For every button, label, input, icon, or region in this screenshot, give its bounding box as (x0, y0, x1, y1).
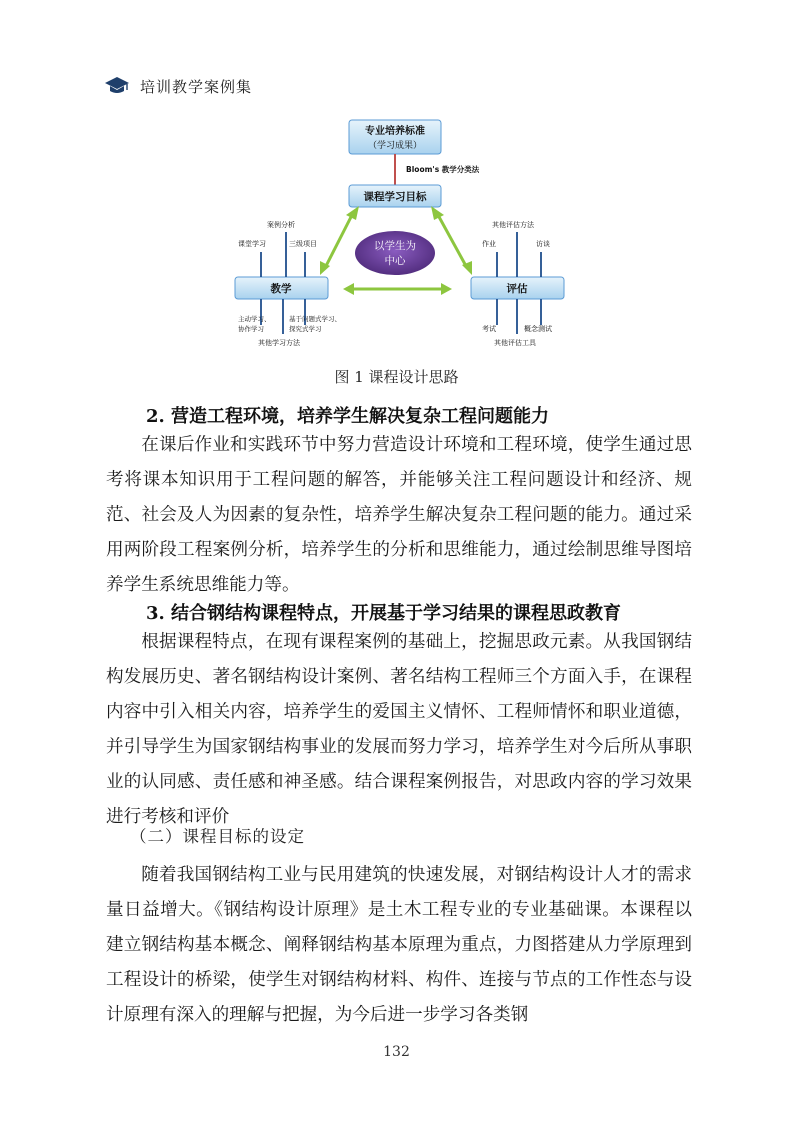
bloom-label: Bloom's 教学分类法 (406, 165, 480, 174)
box-standard-line1: 专业培养标准 (365, 126, 425, 137)
section-heading-2: 2. 营造工程环境，培养学生解决复杂工程问题能力 (146, 406, 550, 427)
center-line1: 以学生为 (374, 240, 416, 252)
box-evaluation-label: 评估 (506, 283, 528, 295)
paragraph-2: 在课后作业和实践环节中努力营造设计环境和工程环境，使学生通过思考将课本知识用于工程问题的解答，并能够关注工程问题设计和经济、规范、社会及人为因素的复杂性，培养学生解决复杂工程问题的能力。通过采用两阶段工程案例分析，培养学生的分析和思维能力，通过绘制思维导图培养学生系统思维能力等。 (106, 435, 692, 595)
label-active-2: 协作学习 (238, 325, 264, 333)
label-active-1: 主动学习、 (238, 315, 271, 323)
page-number: 132 (383, 1044, 410, 1060)
paragraph-3: 根据课程特点，在现有课程案例的基础上，挖掘思政元素。从我国钢结构发展历史、著名钢结构设计案例、著名结构工程师三个方面入手，在课程内容中引入相关内容，培养学生的爱国主义情怀、工程师情怀和职业道德，并引导学生为国家钢结构事业的发展而努力学习，培养学生对今后所从事职业的认同感、责任感和神圣感。结合课程案例报告，对思政内容的学习效果进行考核和评价 (106, 632, 692, 827)
header-title: 培训教学案例集 (140, 77, 253, 96)
course-design-diagram (0, 0, 793, 400)
label-case-analysis: 案例分析 (267, 221, 295, 229)
box-objective-label: 课程学习目标 (363, 191, 427, 203)
arrow-teaching-evaluation (343, 283, 452, 295)
label-exam: 考试 (482, 325, 496, 333)
label-three-level: 三级项目 (289, 240, 317, 248)
center-ellipse (355, 231, 435, 275)
label-other-learning: 其他学习方法 (258, 339, 300, 347)
label-concept-test: 概念测试 (524, 325, 552, 333)
subsection-heading: （二）课程目标的设定 (130, 827, 305, 846)
paragraph-4: 随着我国钢结构工业与民用建筑的快速发展，对钢结构设计人才的需求量日益增大。《钢结构设计原理》是土木工程专业的专业基础课。本课程以建立钢结构基本概念、阐释钢结构基本原理为重点，力图搭建从力学原理到工程设计的桥梁，使学生对钢结构材料、构件、连接与节点的工作性态与设计原理有深入的理解与把握，为今后进一步学习各类钢 (106, 865, 692, 1025)
label-problem-2: 探究式学习 (289, 325, 322, 333)
box-standard-line2: （学习成果） (367, 141, 423, 151)
label-problem-1: 基于问题式学习、 (289, 315, 341, 323)
section-heading-3: 3. 结合钢结构课程特点，开展基于学习结果的课程思政教育 (146, 603, 622, 624)
figure-caption: 图 1 课程设计思路 (334, 368, 459, 386)
label-other-eval-tools: 其他评估工具 (494, 339, 536, 347)
label-classroom: 课堂学习 (238, 240, 266, 248)
box-teaching-label: 教学 (270, 283, 292, 295)
arrow-objective-teaching (320, 206, 359, 275)
label-interview: 访谈 (536, 240, 550, 248)
arrow-objective-evaluation (431, 206, 472, 275)
center-line2: 中心 (384, 255, 406, 267)
label-other-eval-methods: 其他评估方法 (492, 221, 534, 229)
label-homework: 作业 (482, 240, 496, 248)
